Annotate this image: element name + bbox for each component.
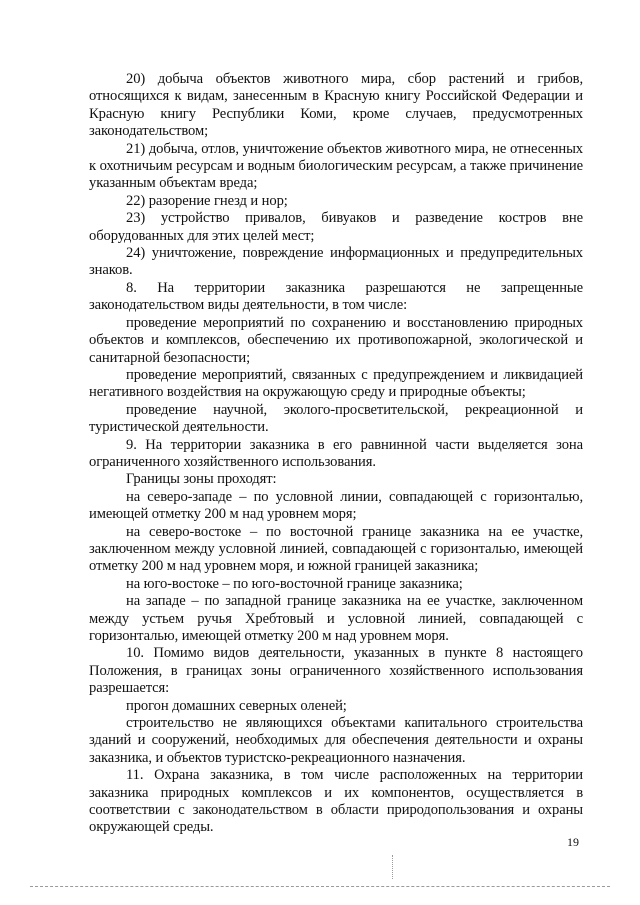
paragraph-section-10: 10. Помимо видов деятельности, указанных в пункте 8 настоящего Положения, в границах зоны ограниченного хозяйственного использования разрешается: — [89, 645, 583, 697]
paragraph-zone-borders: Границы зоны проходят: — [126, 471, 277, 488]
paragraph-item-20: 20) добыча объектов животного мира, сбор растений и грибов, относящихся к видам, занесенным в Красную книгу Российской Федерации и Красную книгу Республики Коми, кроме случаев, предусмотренных законодательством; — [89, 71, 583, 140]
page-number: 19 — [567, 835, 579, 849]
scan-artifact-horizontal — [30, 886, 610, 887]
paragraph-item-21: 21) добыча, отлов, уничтожение объектов животного мира, не отнесенных к охотничьим ресурсам и водным биологическим ресурсам, а также причинение указанным объектам вреда; — [89, 140, 583, 192]
paragraph-reindeer-herding: прогон домашних северных оленей; — [126, 697, 347, 714]
document-body — [89, 71, 583, 837]
paragraph-section-11: 11. Охрана заказника, в том числе расположенных на территории заказника природных комплексов и их компонентов, осуществляется в соответствии с законодательством в области природопользования и охраны окружающей среды. — [89, 767, 583, 836]
paragraph-8-negative-impact: проведение мероприятий, связанных с предупреждением и ликвидацией негативного воздействия на окружающую среду и природные объекты; — [89, 366, 583, 401]
paragraph-section-8: 8. На территории заказника разрешаются не запрещенные законодательством виды деятельности, в том числе: — [89, 279, 583, 314]
paragraph-item-23: 23) устройство привалов, бивуаков и разведение костров вне оборудованных для этих целей мест; — [89, 210, 583, 244]
paragraph-8-research-tourism: проведение научной, эколого-просветительской, рекреационной и туристической деятельности. — [89, 401, 583, 436]
paragraph-item-24: 24) уничтожение, повреждение информационных и предупредительных знаков. — [89, 245, 583, 279]
scan-artifact-vertical — [392, 855, 393, 879]
paragraph-border-northeast: на северо-востоке – по восточной границе заказника на ее участке, заключенном между условной линией, совпадающей с горизонталью, имеющей отметку 200 м над уровнем моря, и южной границей заказника; — [89, 523, 583, 575]
paragraph-section-9: 9. На территории заказника в его равнинной части выделяется зона ограниченного хозяйственного использования. — [89, 436, 583, 470]
paragraph-border-southeast: на юго-востоке – по юго-восточной границе заказника; — [126, 575, 463, 592]
paragraph-border-northwest: на северо-западе – по условной линии, совпадающей с горизонталью, имеющей отметку 200 м над уровнем моря; — [89, 488, 583, 523]
paragraph-border-west: на западе – по западной границе заказника на ее участке, заключенном между устьем ручья Хребтовый и условной линией, совпадающей с горизонталью, имеющей отметку 200 м над уровнем моря. — [89, 593, 583, 644]
paragraph-8-fire-safety: проведение мероприятий по сохранению и восстановлению природных объектов и комплексов, обеспечению их противопожарной, экологической и санитарной безопасности; — [89, 314, 583, 366]
paragraph-construction: строительство не являющихся объектами капитального строительства зданий и сооружений, необходимых для обеспечения деятельности и охраны заказника, и объектов туристско-рекреационного назначения. — [89, 715, 583, 766]
paragraph-item-22: 22) разорение гнезд и нор; — [126, 192, 288, 209]
